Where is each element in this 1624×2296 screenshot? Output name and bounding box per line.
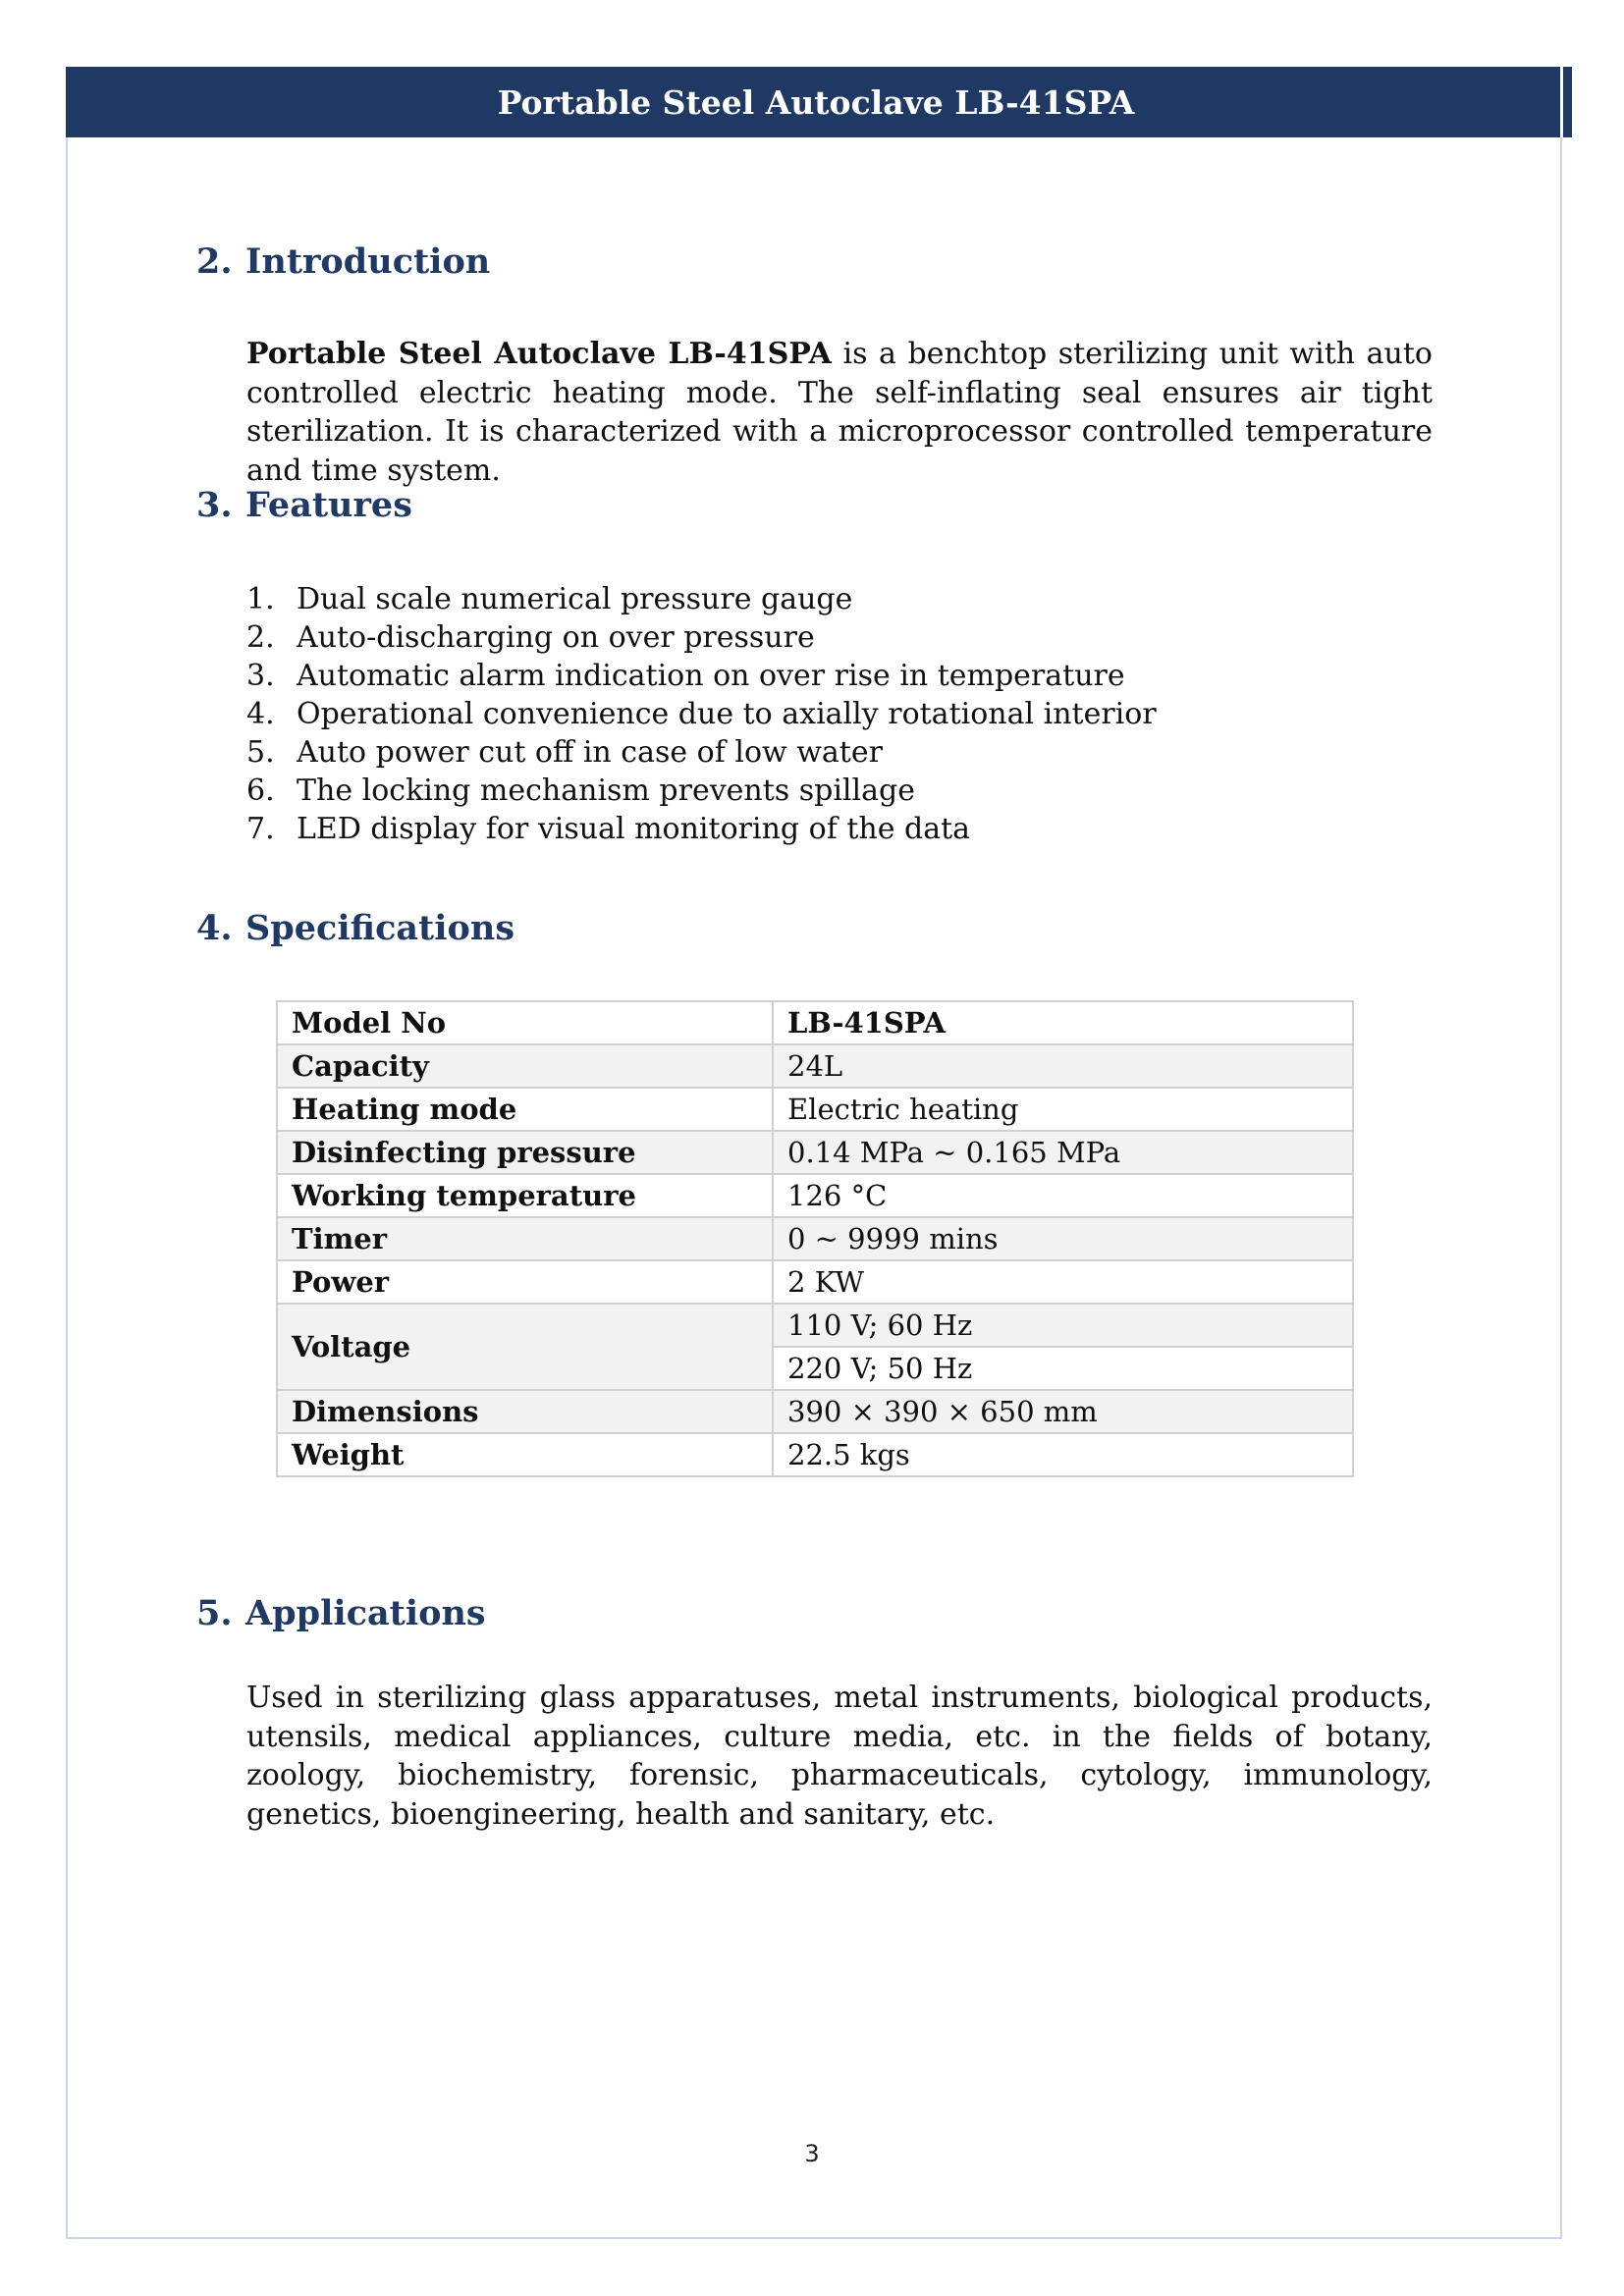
list-item: [246, 733, 1157, 772]
spec-value-capacity: 24L: [773, 1044, 1353, 1088]
table-row: [277, 1174, 1353, 1217]
list-item: [246, 618, 1157, 657]
table-row: [277, 1131, 1353, 1174]
list-item-number: 7.: [246, 812, 275, 846]
table-row: [277, 1304, 1353, 1347]
spec-key-model-no: Model No: [277, 1001, 773, 1044]
spec-key-weight: Weight: [277, 1433, 773, 1476]
list-item-text: Automatic alarm indication on over rise in temperature: [297, 659, 1125, 693]
list-item-text: The locking mechanism prevents spillage: [297, 774, 915, 808]
list-item-number: 3.: [246, 659, 275, 693]
spec-value-model-no: LB-41SPA: [773, 1001, 1353, 1044]
list-item: [246, 810, 1157, 848]
introduction-number: 2.: [196, 241, 233, 282]
features-number: 3.: [196, 485, 233, 525]
spec-key-power: Power: [277, 1260, 773, 1304]
table-row: [277, 1433, 1353, 1476]
list-item-number: 1.: [246, 582, 275, 616]
page-number: 3: [804, 2140, 820, 2167]
header-bar: [66, 67, 1572, 137]
list-item-number: 5.: [246, 735, 275, 770]
spec-key-working-temperature: Working temperature: [277, 1174, 773, 1217]
spec-key-voltage: Voltage: [277, 1304, 773, 1390]
list-item: [246, 580, 1157, 618]
spec-value-working-temperature: 126 °C: [773, 1174, 1353, 1217]
document-title: Portable Steel Autoclave LB-41SPA: [497, 82, 1135, 122]
list-item-number: 6.: [246, 774, 275, 808]
spec-value-voltage-1: 110 V; 60 Hz: [773, 1304, 1353, 1347]
table-row: [277, 1088, 1353, 1131]
table-row: [277, 1217, 1353, 1260]
list-item-text: Auto power cut off in case of low water: [297, 735, 883, 770]
table-row: [277, 1044, 1353, 1088]
list-item-text: LED display for visual monitoring of the data: [297, 812, 971, 846]
spec-value-weight: 22.5 kgs: [773, 1433, 1353, 1476]
list-item-text: Dual scale numerical pressure gauge: [297, 582, 853, 616]
applications-paragraph: Used in sterilizing glass apparatuses, metal instruments, biological products, utensils, medical appliances, culture media, etc. in the fields of botany, zoology, biochemistry, forensic, pharmaceuticals, cytology, immunology, genetics, bioengineering, health and sanitary, etc.: [246, 1681, 1433, 1832]
features-heading: [196, 485, 412, 525]
applications-number: 5.: [196, 1593, 233, 1633]
table-row: [277, 1390, 1353, 1433]
spec-key-capacity: Capacity: [277, 1044, 773, 1088]
introduction-title: Introduction: [245, 241, 491, 282]
list-item-number: 4.: [246, 697, 275, 731]
features-title: Features: [245, 485, 412, 525]
specifications-table: [276, 1000, 1354, 1477]
spec-value-dimensions: 390 × 390 × 650 mm: [773, 1390, 1353, 1433]
specifications-heading: [196, 908, 514, 948]
table-row: [277, 1260, 1353, 1304]
spec-value-voltage-2: 220 V; 50 Hz: [773, 1347, 1353, 1390]
introduction-lead: Portable Steel Autoclave LB-41SPA: [246, 337, 832, 371]
list-item-number: 2.: [246, 620, 275, 655]
spec-value-disinfecting-pressure: 0.14 MPa ~ 0.165 MPa: [773, 1131, 1353, 1174]
features-list: [246, 580, 1157, 848]
list-item-text: Auto-discharging on over pressure: [297, 620, 815, 655]
spec-key-timer: Timer: [277, 1217, 773, 1260]
list-item: [246, 695, 1157, 733]
spec-value-heating-mode: Electric heating: [773, 1088, 1353, 1131]
specifications-title: Specifications: [245, 908, 515, 948]
introduction-heading: [196, 241, 490, 282]
spec-value-timer: 0 ~ 9999 mins: [773, 1217, 1353, 1260]
applications-heading: [196, 1593, 486, 1633]
spec-key-disinfecting-pressure: Disinfecting pressure: [277, 1131, 773, 1174]
spec-key-dimensions: Dimensions: [277, 1390, 773, 1433]
table-row: [277, 1001, 1353, 1044]
spec-value-power: 2 KW: [773, 1260, 1353, 1304]
list-item-text: Operational convenience due to axially rotational interior: [297, 697, 1157, 731]
list-item: [246, 657, 1157, 695]
introduction-paragraph: [246, 335, 1433, 490]
introduction-body: is a benchtop sterilizing unit with auto controlled electric heating mode. The self-inflating seal ensures air tight sterilization. It is characterized with a microprocessor controlled temperature and time system.: [246, 337, 1433, 488]
list-item: [246, 772, 1157, 810]
spec-key-heating-mode: Heating mode: [277, 1088, 773, 1131]
specifications-number: 4.: [196, 908, 233, 948]
applications-title: Applications: [245, 1593, 486, 1633]
